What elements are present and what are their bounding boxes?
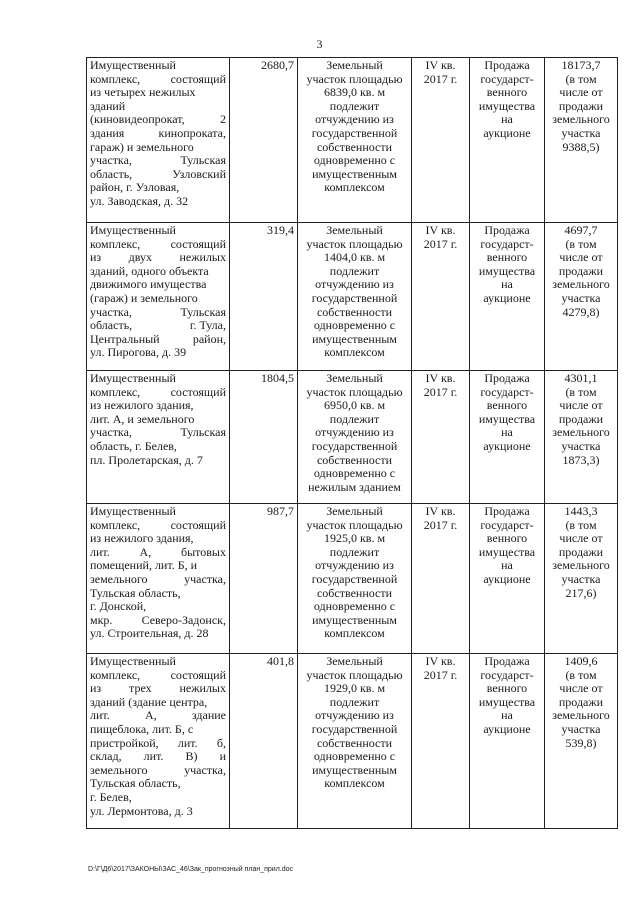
description-word: Тульская (180, 153, 226, 168)
cell-line: участок площадью (306, 517, 403, 532)
cell-line: отчуждению из (315, 425, 394, 440)
cell-line: на (501, 708, 513, 723)
cell-line: одновременно с (313, 318, 396, 333)
land-plot-cell (298, 371, 412, 504)
property-description-cell (87, 371, 230, 504)
sale-method-cell (470, 504, 545, 654)
property-description-cell (87, 654, 230, 829)
land-plot-cell (298, 58, 412, 223)
cell-line: на (501, 112, 513, 127)
cell-line: Земельный (326, 371, 383, 385)
description-word: область, (90, 318, 133, 333)
cell-line: 2017 г. (423, 384, 458, 399)
description-word: пристройкой, (90, 735, 159, 750)
sale-period-cell (412, 654, 470, 829)
cell-line: 1925,0 кв. м (323, 531, 386, 546)
description-word: Центральный (90, 331, 160, 346)
cell-line: комплексом (324, 345, 385, 360)
description-line: Имущественный (90, 223, 176, 237)
description-word: состоящий (170, 71, 226, 86)
description-word: Узловский (172, 166, 226, 181)
description-word: Тульская (180, 304, 226, 319)
cell-line: 18173,7 (561, 58, 601, 72)
description-line (90, 669, 226, 683)
description-word: склад, (90, 749, 122, 764)
table-row (87, 371, 618, 504)
description-line: ул. Лермонтова, д. 3 (90, 803, 193, 818)
description-line: гараж) и земельного (90, 139, 194, 154)
sale-period-cell (412, 504, 470, 654)
cell-line: Продажа (484, 654, 530, 668)
description-word: б, (216, 735, 226, 750)
description-word: 2 (220, 112, 226, 127)
description-line: г. Белев, (90, 789, 132, 804)
cell-line: государст- (480, 517, 534, 532)
area-cell: 2680,7 (230, 58, 298, 223)
cell-line: имущества (478, 263, 536, 278)
description-word: двух (128, 250, 153, 265)
cell-line: Продажа (484, 223, 530, 237)
description-word: комплекс, (90, 384, 141, 399)
table-row (87, 654, 618, 829)
cell-line: участка (561, 721, 601, 736)
description-word: комплекс, (90, 667, 141, 682)
description-line (90, 519, 226, 533)
cell-line: участок площадью (306, 667, 403, 682)
description-line (90, 764, 226, 778)
cell-line: Продажа (484, 58, 530, 72)
description-line (90, 709, 226, 723)
description-word: участка, (90, 425, 132, 440)
cell-line: 1873,3) (562, 452, 600, 467)
sale-method-cell (470, 223, 545, 371)
cell-line: 217,6) (565, 585, 597, 600)
cell-line: собственности (316, 735, 393, 750)
cell-line: Продажа (484, 504, 530, 518)
cell-line: (в том (565, 71, 597, 86)
cell-line: 1404,0 кв. м (323, 250, 386, 265)
description-line (90, 306, 226, 320)
description-word: комплекс, (90, 236, 141, 251)
description-line: Имущественный (90, 371, 176, 385)
cell-line: 9388,5) (562, 139, 600, 154)
cell-line: (в том (565, 667, 597, 682)
description-word: состоящий (170, 236, 226, 251)
cell-line: отчуждению из (315, 112, 394, 127)
description-word: область, (90, 166, 133, 181)
description-line: Тульская область, (90, 585, 181, 600)
cell-line: участка (561, 125, 601, 140)
description-line (90, 238, 226, 252)
cell-line: продажи (558, 98, 604, 113)
cell-line: комплексом (324, 626, 385, 641)
description-line: из нежилого здания, (90, 531, 194, 546)
description-line (90, 614, 226, 628)
cell-line: комплексом (324, 776, 385, 791)
sale-method-cell (470, 654, 545, 829)
cell-line: участка (561, 571, 601, 586)
cell-line: нежилым зданием (308, 479, 401, 494)
cell-line: имущественным (312, 166, 397, 181)
cell-line: числе от (559, 398, 603, 413)
cell-line: собственности (316, 585, 393, 600)
cell-line: участка (561, 438, 601, 453)
cell-line: Продажа (484, 371, 530, 385)
description-word: участка, (184, 571, 226, 586)
cell-line: земельного (552, 425, 610, 440)
cell-line: продажи (558, 694, 604, 709)
cell-line: участка (561, 290, 601, 305)
description-word: нежилых (179, 681, 226, 696)
land-plot-cell (298, 654, 412, 829)
cell-line: IV кв. (425, 504, 456, 518)
description-word: участка, (184, 762, 226, 777)
description-line: (гараж) и земельного (90, 290, 198, 305)
description-line (90, 737, 226, 751)
description-word: участка, (90, 153, 132, 168)
cell-line: венного (486, 398, 528, 413)
cell-line: IV кв. (425, 654, 456, 668)
cell-line: одновременно с (313, 466, 396, 481)
property-description-cell (87, 223, 230, 371)
description-line (90, 546, 226, 560)
cell-line: аукционе (483, 721, 531, 736)
description-word: комплекс, (90, 517, 141, 532)
price-cell (545, 654, 618, 829)
cell-line: земельного (552, 708, 610, 723)
area-cell: 1804,5 (230, 371, 298, 504)
cell-line: 2017 г. (423, 236, 458, 251)
description-line: лит. А, и земельного (90, 411, 195, 426)
page-number: 3 (316, 37, 323, 51)
description-line: Тульская область, (90, 776, 181, 791)
cell-line: 1409,6 (564, 654, 598, 668)
cell-line: имущества (478, 694, 536, 709)
description-word: нежилых (179, 250, 226, 265)
cell-line: 539,8) (565, 735, 597, 750)
cell-line: подлежит (329, 694, 380, 709)
sale-period-cell (412, 223, 470, 371)
cell-line: венного (486, 681, 528, 696)
description-word: бытовых (181, 544, 226, 559)
cell-line: государственной (311, 290, 398, 305)
cell-line: отчуждению из (315, 708, 394, 723)
description-word: лит. (90, 708, 110, 723)
cell-line: 2017 г. (423, 667, 458, 682)
cell-line: имущественным (312, 612, 397, 627)
cell-line: числе от (559, 250, 603, 265)
cell-line: IV кв. (425, 371, 456, 385)
cell-line: государственной (311, 571, 398, 586)
area-cell: 319,4 (230, 223, 298, 371)
price-cell (545, 223, 618, 371)
cell-line: государст- (480, 236, 534, 251)
cell-line: участок площадью (306, 71, 403, 86)
description-word: лит. (177, 735, 198, 750)
description-line: помещений, лит. Б, и (90, 558, 198, 573)
cell-line: государственной (311, 125, 398, 140)
sale-period-cell (412, 58, 470, 223)
cell-line: 1443,3 (564, 504, 598, 518)
description-line: ул. Заводская, д. 32 (90, 193, 189, 208)
cell-line: продажи (558, 544, 604, 559)
property-description-cell (87, 58, 230, 223)
cell-line: 6839,0 кв. м (323, 85, 386, 100)
cell-line: на (501, 277, 513, 292)
description-word: здания (90, 125, 125, 140)
cell-line: земельного (552, 558, 610, 573)
cell-line: земельного (552, 277, 610, 292)
table-body (87, 58, 618, 829)
description-line (90, 750, 226, 764)
cell-line: участок площадью (306, 236, 403, 251)
cell-line: аукционе (483, 125, 531, 140)
cell-line: Земельный (326, 504, 383, 518)
description-line: Имущественный (90, 654, 176, 668)
description-line: ул. Пирогова, д. 39 (90, 345, 187, 360)
cell-line: государст- (480, 384, 534, 399)
cell-line: 1929,0 кв. м (323, 681, 386, 696)
property-description-cell (87, 504, 230, 654)
cell-line: на (501, 558, 513, 573)
description-word: А, (144, 708, 157, 723)
description-line (90, 386, 226, 400)
description-word: г. Тула, (189, 318, 226, 333)
description-line (90, 426, 226, 440)
cell-line: собственности (316, 304, 393, 319)
description-word: (киновидеопрокат, (90, 112, 185, 127)
area-cell: 401,8 (230, 654, 298, 829)
description-line: Имущественный (90, 504, 176, 518)
description-word: состоящий (170, 667, 226, 682)
cell-line: 4279,8) (562, 304, 600, 319)
sale-method-cell (470, 371, 545, 504)
description-line: Имущественный (90, 58, 176, 72)
description-word: Тульская (180, 425, 226, 440)
description-word: В) (185, 749, 198, 764)
cell-line: 4697,7 (564, 223, 598, 237)
description-word: из (90, 250, 102, 265)
cell-line: числе от (559, 681, 603, 696)
cell-line: 2017 г. (423, 517, 458, 532)
cell-line: на (501, 425, 513, 440)
description-word: район, (192, 331, 226, 346)
cell-line: участок площадью (306, 384, 403, 399)
description-line: г. Донской, (90, 599, 147, 614)
description-word: здание (191, 708, 226, 723)
cell-line: одновременно с (313, 153, 396, 168)
description-line (90, 682, 226, 696)
description-line: из четырех нежилых (90, 85, 196, 100)
description-line: область, г. Белев, (90, 438, 177, 453)
area-cell: 987,7 (230, 504, 298, 654)
table-row (87, 223, 618, 371)
description-line: пл. Пролетарская, д. 7 (90, 452, 203, 467)
cell-line: венного (486, 531, 528, 546)
description-word: состоящий (170, 384, 226, 399)
cell-line: венного (486, 85, 528, 100)
description-line (90, 168, 226, 182)
cell-line: отчуждению из (315, 558, 394, 573)
description-word: трех (129, 681, 152, 696)
cell-line: государственной (311, 438, 398, 453)
description-word: состоящий (170, 517, 226, 532)
description-line (90, 251, 226, 265)
description-word: участка, (90, 304, 132, 319)
cell-line: одновременно с (313, 749, 396, 764)
sale-method-cell (470, 58, 545, 223)
description-line: движимого имущества (90, 277, 207, 292)
cell-line: имущества (478, 411, 536, 426)
description-line: зданий, одного объекта (90, 263, 209, 278)
cell-line: IV кв. (425, 223, 456, 237)
cell-line: Земельный (326, 654, 383, 668)
sale-period-cell (412, 371, 470, 504)
description-word: мкр. (90, 612, 113, 627)
cell-line: аукционе (483, 438, 531, 453)
description-line: район, г. Узловая, (90, 180, 180, 195)
cell-line: подлежит (329, 98, 380, 113)
cell-line: аукционе (483, 571, 531, 586)
cell-line: аукционе (483, 290, 531, 305)
cell-line: подлежит (329, 263, 380, 278)
price-cell (545, 504, 618, 654)
cell-line: продажи (558, 263, 604, 278)
description-line (90, 319, 226, 333)
cell-line: числе от (559, 531, 603, 546)
cell-line: имущества (478, 544, 536, 559)
cell-line: IV кв. (425, 58, 456, 72)
table-row (87, 504, 618, 654)
description-word: земельного (90, 571, 148, 586)
cell-line: (в том (565, 517, 597, 532)
description-line (90, 573, 226, 587)
description-line (90, 113, 226, 127)
cell-line: Земельный (326, 58, 383, 72)
description-line: ул. Строительная, д. 28 (90, 626, 209, 641)
cell-line: земельного (552, 112, 610, 127)
description-word: из (90, 681, 102, 696)
cell-line: числе от (559, 85, 603, 100)
cell-line: 2017 г. (423, 71, 458, 86)
table-row (87, 58, 618, 223)
description-word: кинопроката, (158, 125, 226, 140)
description-word: Северо-Задонск, (141, 612, 226, 627)
land-plot-cell (298, 504, 412, 654)
cell-line: отчуждению из (315, 277, 394, 292)
cell-line: собственности (316, 452, 393, 467)
cell-line: государственной (311, 721, 398, 736)
description-word: комплекс, (90, 71, 141, 86)
price-cell (545, 58, 618, 223)
cell-line: комплексом (324, 180, 385, 195)
cell-line: собственности (316, 139, 393, 154)
cell-line: подлежит (329, 411, 380, 426)
cell-line: 4301,1 (564, 371, 598, 385)
description-line: из нежилого здания, (90, 398, 194, 413)
description-line: зданий (здание центра, (90, 694, 208, 709)
description-word: лит. (143, 749, 164, 764)
description-line (90, 333, 226, 347)
cell-line: подлежит (329, 544, 380, 559)
cell-line: венного (486, 250, 528, 265)
description-line: пищеблока, лит. Б, с (90, 721, 194, 736)
land-plot-cell (298, 223, 412, 371)
description-word: земельного (90, 762, 148, 777)
description-line (90, 73, 226, 87)
price-cell (545, 371, 618, 504)
cell-line: (в том (565, 236, 597, 251)
cell-line: (в том (565, 384, 597, 399)
document-file-path: D:\Г\Д6\2017\ЗАКОНЫ\ЗАС_46\Зак_прогнозный план_прил.doc (88, 866, 294, 873)
cell-line: имущественным (312, 762, 397, 777)
cell-line: Земельный (326, 223, 383, 237)
description-word: лит. (90, 544, 110, 559)
cell-line: государст- (480, 71, 534, 86)
description-line (90, 127, 226, 141)
description-line (90, 154, 226, 168)
cell-line: государст- (480, 667, 534, 682)
description-line: зданий (90, 98, 126, 113)
description-word: и (219, 749, 226, 764)
cell-line: имущественным (312, 331, 397, 346)
description-word: А, (139, 544, 152, 559)
cell-line: одновременно с (313, 599, 396, 614)
cell-line: 6950,0 кв. м (323, 398, 386, 413)
cell-line: имущества (478, 98, 536, 113)
cell-line: продажи (558, 411, 604, 426)
privatization-table (86, 57, 618, 829)
